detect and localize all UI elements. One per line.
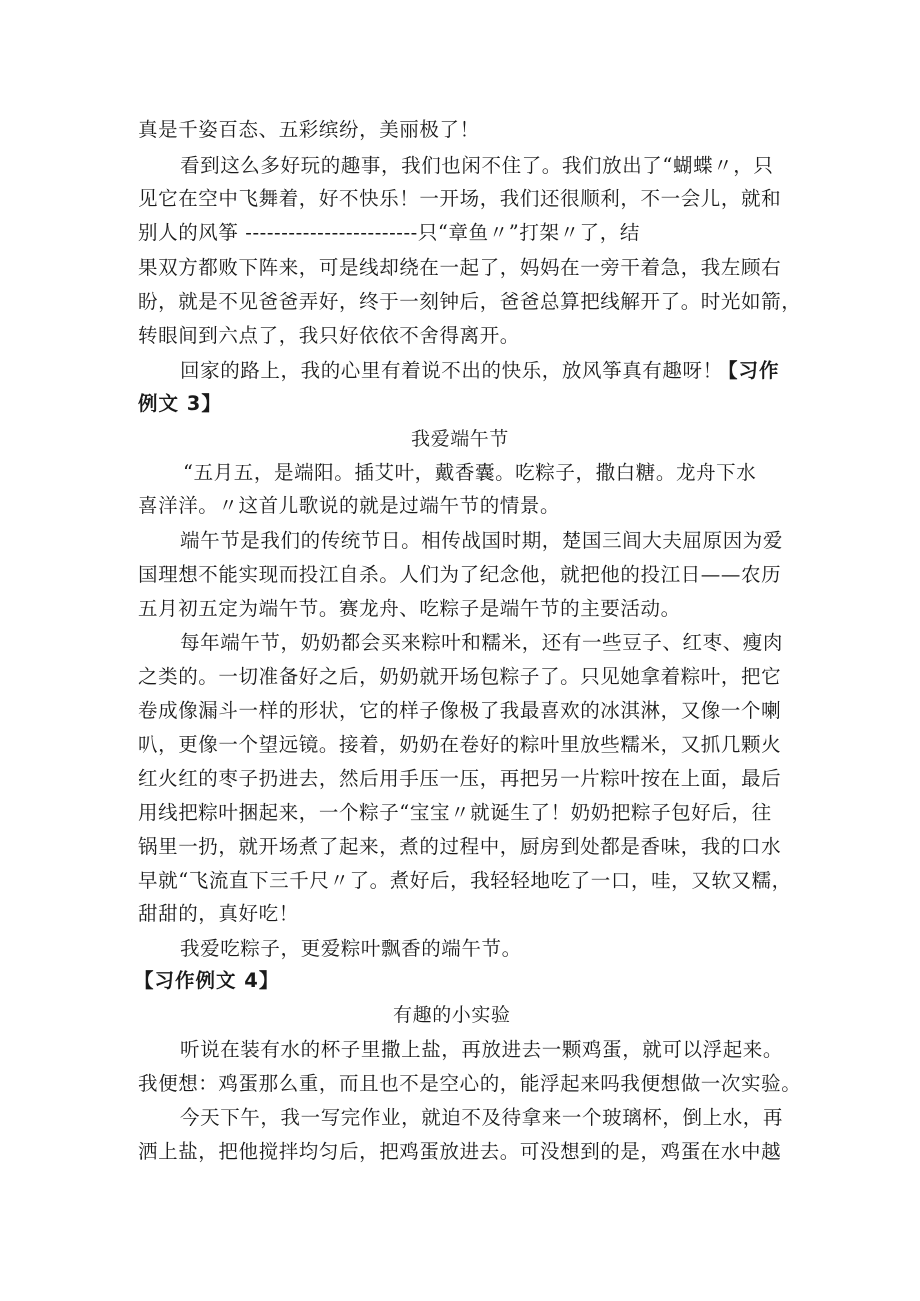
text-line: 听说在装有水的杯子里撒上盐，再放进去一颗鸡蛋，就可以浮起来。 [180, 1038, 784, 1061]
essay-title: 我爱端午节 [411, 428, 510, 450]
text-line: 回家的路上，我的心里有着说不出的快乐，放风筝真有趣呀！ [180, 359, 723, 382]
text-line: 我便想：鸡蛋那么重，而且也不是空心的，能浮起来吗我便想做一次实验。 [138, 1072, 802, 1095]
text-line: 用线把粽叶捆起来，一个粽子“宝宝〃就诞生了！奶奶把粽子包好后，往 [138, 801, 772, 824]
text-line: “五月五，是端阳。插艾叶，戴香囊。吃粽子，撒白糖。龙舟下水 [183, 461, 757, 484]
text-line: 早就“飞流直下三千尺〃了。煮好后，我轻轻地吃了一口，哇，又软又糯， [138, 869, 792, 892]
text-line: 转眼间到六点了，我只好依依不舍得离开。 [138, 324, 520, 347]
text-line: 之类的。一切准备好之后，奶奶就开场包粽子了。只见她拿着粽叶，把它 [138, 665, 782, 688]
text-line: 果双方都败下阵来，可是线却绕在一起了，妈妈在一旁干着急，我左顾右 [138, 256, 782, 279]
text-line: 盼，就是不见爸爸弄好，终于一刻钟后，爸爸总算把线解开了。时光如箭， [138, 290, 802, 313]
text-line: 端午节是我们的传统节日。相传战国时期，楚国三闾大夫屈原因为爱 [180, 529, 784, 552]
text-line: 甜甜的，真好吃！ [138, 902, 299, 925]
text-line: 我爱吃粽子，更爱粽叶飘香的端午节。 [180, 937, 522, 960]
section-heading: 【习作例文 4】 [134, 969, 280, 992]
text-line: 国理想不能实现而投江自杀。人们为了纪念他，就把他的投江日——农历 [138, 563, 782, 586]
text-line: 别人的风筝 ------------------------只“章鱼〃”打架〃了，结 [138, 221, 640, 244]
text-line: 见它在空中飞舞着，好不快乐！一开场，我们还很顺利，不一会儿，就和 [138, 187, 782, 210]
text-line: 五月初五定为端午节。赛龙舟、吃粽子是端午节的主要活动。 [138, 597, 681, 620]
text-line: 看到这么多好玩的趣事，我们也闲不住了。我们放出了“蝴蝶〃，只 [180, 154, 774, 177]
essay-title: 有趣的小实验 [393, 1004, 511, 1026]
text-line: 锅里一扔，就开场煮了起来，煮的过程中，厨房到处都是香味，我的口水 [138, 835, 782, 858]
text-line: 今天下午，我一写完作业，就迫不及待拿来一个玻璃杯，倒上水，再 [180, 1106, 784, 1129]
section-heading: 例文 3】 [138, 392, 222, 415]
text-line: 卷成像漏斗一样的形状，它的样子像极了我最喜欢的冰淇淋，又像一个喇 [138, 699, 782, 722]
text-line: 洒上盐，把他搅拌均匀后，把鸡蛋放进去。可没想到的是，鸡蛋在水中越 [138, 1140, 782, 1163]
text-line: 每年端午节，奶奶都会买来粽叶和糯米，还有一些豆子、红枣、瘦肉 [180, 631, 784, 654]
text-line: 叭，更像一个望远镜。接着，奶奶在卷好的粽叶里放些糯米，又抓几颗火 [138, 733, 782, 756]
text-line: 喜洋洋。〃这首儿歌说的就是过端午节的情景。 [138, 494, 561, 517]
text-line: 真是千姿百态、五彩缤纷，美丽极了！ [138, 118, 480, 141]
section-heading: 【习作 [718, 359, 780, 382]
text-line: 红火红的枣子扔进去，然后用手压一压，再把另一片粽叶按在上面，最后 [138, 767, 782, 790]
